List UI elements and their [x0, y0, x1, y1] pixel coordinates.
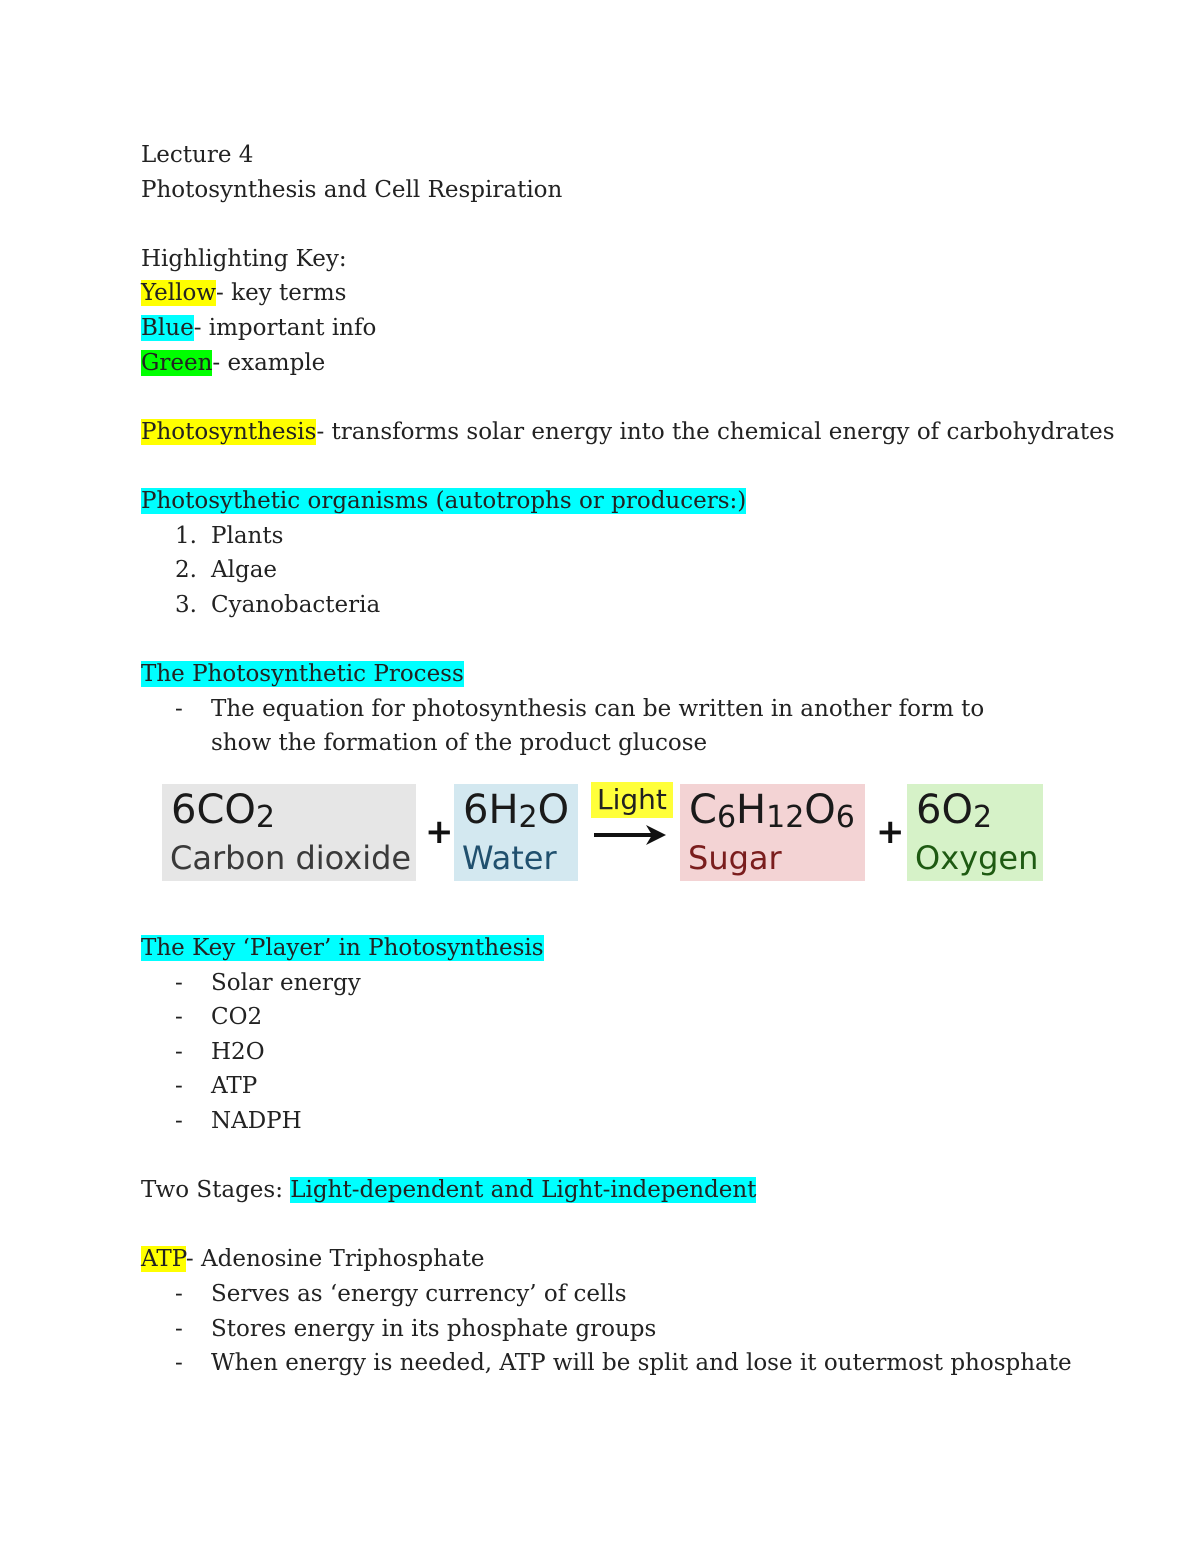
key-blue-desc: - important info — [193, 314, 377, 341]
dash-bullet: - — [175, 1350, 183, 1377]
list-item-text: Cyanobacteria — [211, 591, 381, 618]
list-item — [141, 1104, 1071, 1139]
spacer — [141, 380, 1071, 415]
light-label: Light — [591, 782, 673, 818]
dash-bullet: - — [175, 969, 183, 996]
dash-bullet: - — [175, 1280, 183, 1307]
formula-text: 6H — [463, 787, 519, 833]
photosynthesis-equation — [141, 764, 1056, 894]
key-yellow — [141, 276, 1071, 311]
dash-bullet: - — [175, 1004, 183, 1031]
players-heading — [141, 931, 1071, 966]
players-heading-text: The Key ‘Player’ in Photosynthesis — [141, 935, 544, 961]
list-item-text: Stores energy in its phosphate groups — [211, 1315, 657, 1342]
formula-text: 6CO — [171, 787, 256, 833]
formula-subscript: 12 — [766, 800, 805, 835]
list-item-text: CO2 — [211, 1004, 263, 1031]
formula-text: 6O — [916, 787, 973, 833]
atp-desc: - Adenosine Triphosphate — [185, 1246, 485, 1273]
co2-formula — [171, 786, 275, 842]
key-blue — [141, 311, 1071, 346]
lecture-title: Photosynthesis and Cell Respiration — [141, 176, 563, 203]
two-stages-value: Light-dependent and Light-independent — [290, 1177, 757, 1204]
water-box — [454, 784, 578, 881]
o2-formula — [916, 786, 992, 842]
two-stages-label: Two Stages: — [141, 1177, 291, 1204]
list-item — [141, 588, 1071, 623]
photosynthesis-definition — [141, 415, 1115, 450]
list-number: 2. — [175, 557, 197, 584]
list-item — [141, 1312, 1071, 1347]
document-page — [141, 138, 1115, 761]
atp-term: ATP — [141, 1246, 186, 1273]
two-stages — [141, 1173, 1071, 1208]
spacer — [141, 1208, 1071, 1243]
dash-bullet: - — [175, 1107, 183, 1134]
photosynthesis-desc: - transforms solar energy into the chemical energy of carbohydrates — [316, 418, 1115, 445]
list-item — [141, 1346, 1071, 1381]
sugar-name: Sugar — [688, 839, 782, 877]
formula-subscript: 2 — [518, 800, 538, 835]
key-green — [141, 346, 1071, 381]
co2-name: Carbon dioxide — [170, 839, 412, 877]
list-item-text: Solar energy — [211, 969, 361, 996]
list-item-text: ATP — [211, 1073, 258, 1100]
photosynthesis-term: Photosynthesis — [141, 418, 317, 445]
list-item — [141, 1069, 1071, 1104]
sugar-box — [680, 784, 865, 881]
list-number: 1. — [175, 522, 197, 549]
key-green-term: Green — [141, 349, 213, 376]
list-item-text: Serves as ‘energy currency’ of cells — [211, 1280, 627, 1307]
list-number: 3. — [175, 591, 197, 618]
dash-bullet: - — [175, 1315, 183, 1342]
formula-text: O — [537, 787, 570, 833]
list-item-text: Algae — [211, 557, 278, 584]
atp-definition — [141, 1242, 1071, 1277]
list-item — [141, 966, 1071, 1001]
process-heading — [141, 657, 1071, 692]
key-blue-term: Blue — [141, 314, 194, 341]
list-item-text: When energy is needed, ATP will be split and lose it outermost phosphate — [211, 1350, 1072, 1377]
formula-subscript: 6 — [835, 800, 855, 835]
h2o-name: Water — [462, 839, 557, 877]
list-item-text: Plants — [211, 522, 284, 549]
list-item — [141, 519, 1071, 554]
reaction-arrow-icon — [592, 822, 668, 848]
formula-subscript: 2 — [972, 800, 993, 835]
formula-text: C — [689, 787, 717, 833]
spacer — [141, 622, 1071, 657]
o2-name: Oxygen — [915, 839, 1039, 877]
formula-text: O — [804, 787, 836, 833]
dash-bullet: - — [175, 1073, 183, 1100]
carbon-dioxide-box — [162, 784, 416, 881]
key-yellow-desc: - key terms — [216, 280, 347, 307]
list-item-text: The equation for photosynthesis can be written in another form to show the formation of the product glucose — [211, 695, 985, 757]
formula-subscript: 6 — [716, 800, 737, 835]
sugar-formula — [689, 786, 855, 842]
plus-sign: + — [876, 812, 905, 852]
list-item — [141, 1277, 1071, 1312]
list-item — [141, 1000, 1071, 1035]
list-item-text: NADPH — [211, 1107, 302, 1134]
spacer — [141, 207, 1071, 242]
list-item-text: H2O — [211, 1038, 265, 1065]
list-item — [141, 692, 1051, 761]
key-heading: Highlighting Key: — [141, 245, 347, 272]
process-heading-text: The Photosynthetic Process — [141, 660, 464, 687]
key-yellow-term: Yellow — [141, 280, 217, 307]
key-green-desc: - example — [212, 349, 326, 376]
organisms-heading — [141, 484, 1071, 519]
list-item — [141, 1035, 1071, 1070]
list-item — [141, 553, 1071, 588]
spacer — [141, 449, 1071, 484]
spacer — [141, 1139, 1071, 1174]
oxygen-box — [907, 784, 1043, 881]
organisms-heading-text: Photosythetic organisms (autotrophs or producers:) — [141, 487, 747, 514]
dash-bullet: - — [175, 1038, 183, 1065]
dash-bullet: - — [175, 695, 183, 722]
formula-text: H — [736, 787, 767, 833]
plus-sign: + — [425, 812, 454, 852]
h2o-formula — [463, 786, 569, 842]
formula-subscript: 2 — [255, 800, 275, 835]
document-page-continued — [141, 931, 1071, 1381]
lecture-number: Lecture 4 — [141, 142, 254, 168]
